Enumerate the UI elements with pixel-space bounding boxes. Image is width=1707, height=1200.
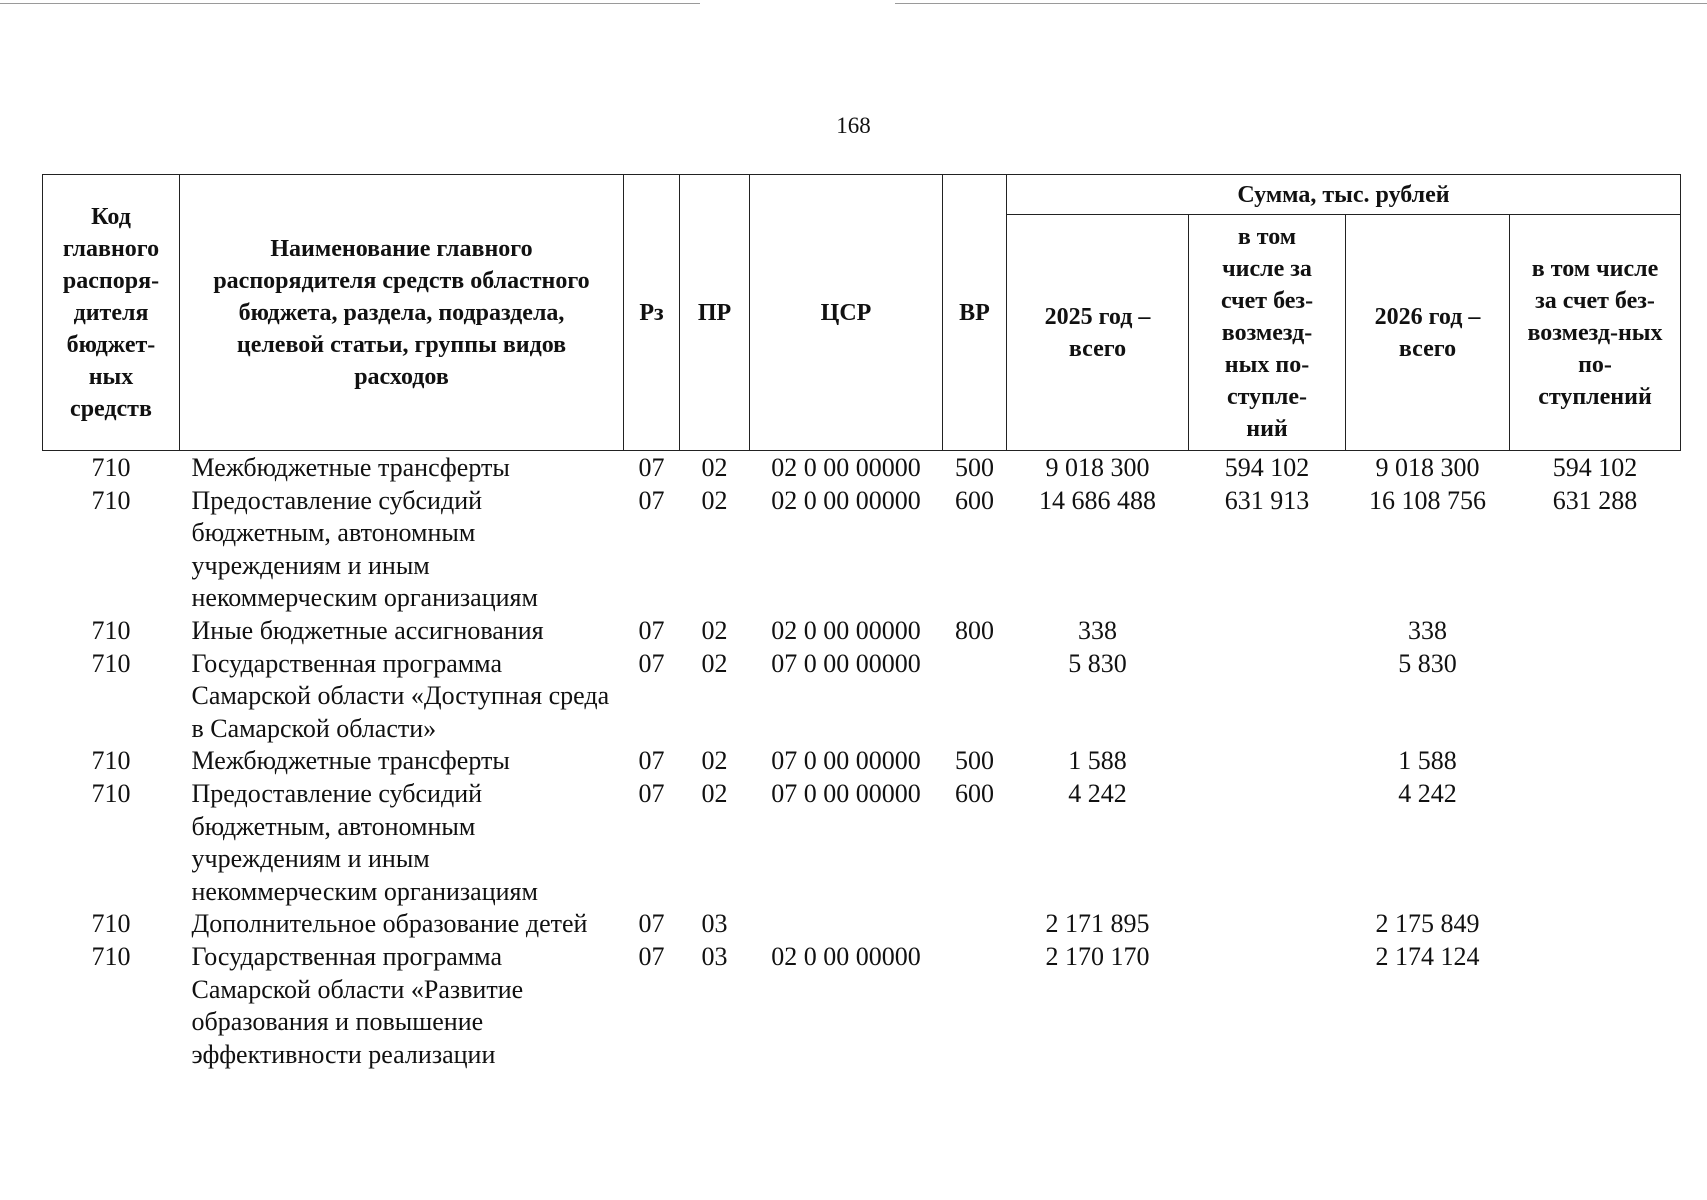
cell-code: 710 [91, 485, 131, 515]
cell-name: Межбюджетные трансферты [191, 746, 510, 776]
cell-name: Дополнительное образование детей [191, 909, 588, 939]
cell-2026-total: 16 108 756 [1369, 485, 1486, 515]
cell-code: 710 [91, 746, 131, 776]
header-code: Код главного распоря-дителя бюджет-ных средств [43, 175, 180, 451]
cell-pr: 02 [701, 778, 728, 808]
cell-2025-total: 2 171 895 [1045, 909, 1150, 939]
header-2025-total: 2025 год – всего [1007, 215, 1189, 451]
cell-csr: 07 0 00 00000 [771, 746, 921, 776]
cell-vr: 600 [955, 485, 994, 515]
cell-rz: 07 [638, 615, 665, 645]
cell-2025-grants: 631 913 [1224, 485, 1310, 515]
cell-csr: 07 0 00 00000 [771, 778, 921, 808]
table-row [43, 615, 1681, 648]
cell-rz: 07 [638, 778, 665, 808]
cell-pr: 03 [701, 941, 728, 971]
cell-2025-total: 14 686 488 [1039, 485, 1156, 515]
header-2026-total: 2026 год – всего [1346, 215, 1510, 451]
cell-2026-total: 9 018 300 [1375, 453, 1480, 482]
cell-2025-total: 5 830 [1068, 648, 1127, 678]
budget-table [42, 174, 1681, 1071]
header-csr: ЦСР [750, 175, 943, 451]
cell-2026-grants [1510, 941, 1681, 1071]
cell-code: 710 [91, 648, 131, 678]
table-row [43, 941, 1681, 1071]
header-pr: ПР [680, 175, 750, 451]
cell-2026-grants [1510, 745, 1681, 778]
cell-2026-grants [1510, 648, 1681, 746]
cell-code: 710 [91, 778, 131, 808]
header-name: Наименование главного распорядителя средств областного бюджета, раздела, подраздела, целевой статьи, группы видов расходов [180, 175, 624, 451]
cell-2026-total: 4 242 [1398, 778, 1457, 808]
table-row [43, 451, 1681, 485]
cell-rz: 07 [638, 941, 665, 971]
header-vr: ВР [943, 175, 1007, 451]
table-header [43, 175, 1681, 451]
table-body [43, 451, 1681, 1072]
header-2026-grants: в том числе за счет без-возмезд-ных по-ступлений [1510, 215, 1681, 451]
table-row [43, 648, 1681, 746]
cell-csr [750, 908, 943, 941]
cell-2025-grants [1189, 615, 1346, 648]
cell-pr: 02 [701, 485, 728, 515]
table-row [43, 745, 1681, 778]
cell-2026-grants: 631 288 [1552, 485, 1638, 515]
scan-edge-line-left [0, 3, 700, 4]
cell-csr: 07 0 00 00000 [771, 648, 921, 678]
cell-2025-grants [1189, 941, 1346, 1071]
cell-pr: 02 [701, 615, 728, 645]
cell-vr: 500 [955, 746, 994, 776]
cell-2025-grants [1189, 778, 1346, 908]
cell-rz: 07 [638, 648, 665, 678]
cell-code: 710 [91, 615, 131, 645]
cell-rz: 07 [638, 453, 665, 482]
cell-2025-total: 9 018 300 [1045, 453, 1150, 482]
cell-vr: 500 [955, 453, 994, 482]
cell-2025-grants [1189, 908, 1346, 941]
cell-vr: 800 [955, 615, 994, 645]
cell-2026-total: 2 175 849 [1375, 909, 1480, 939]
cell-2026-total: 338 [1408, 615, 1447, 645]
cell-rz: 07 [638, 746, 665, 776]
cell-pr: 02 [701, 746, 728, 776]
cell-name: Иные бюджетные ассигнования [191, 615, 544, 645]
cell-pr: 02 [701, 648, 728, 678]
cell-name: Государственная программа Самарской области «Доступная среда в Самарской области» [191, 648, 610, 743]
cell-code: 710 [91, 941, 131, 971]
cell-csr: 02 0 00 00000 [771, 485, 921, 515]
cell-2026-grants: 594 102 [1552, 453, 1638, 482]
cell-2026-grants [1510, 615, 1681, 648]
cell-csr: 02 0 00 00000 [771, 941, 921, 971]
cell-pr: 03 [701, 909, 728, 939]
cell-2025-grants: 594 102 [1224, 453, 1310, 482]
cell-rz: 07 [638, 485, 665, 515]
header-sum-group: Сумма, тыс. рублей [1007, 175, 1681, 215]
cell-vr [943, 941, 1007, 1071]
cell-2026-total: 1 588 [1398, 746, 1457, 776]
cell-2025-grants [1189, 745, 1346, 778]
header-2025-grants: в том числе за счет без-возмезд-ных по-ступле-ний [1189, 215, 1346, 451]
header-rz: Рз [624, 175, 680, 451]
cell-2026-total: 2 174 124 [1375, 941, 1480, 971]
scan-edge-line-right [895, 3, 1707, 4]
cell-vr [943, 908, 1007, 941]
cell-csr: 02 0 00 00000 [771, 453, 921, 482]
cell-name: Государственная программа Самарской области «Развитие образования и повышение эффективности реализации [191, 941, 524, 1069]
cell-rz: 07 [638, 909, 665, 939]
cell-2025-grants [1189, 648, 1346, 746]
cell-pr: 02 [701, 453, 728, 482]
cell-name: Предоставление субсидий бюджетным, автономным учреждениям и иным некоммерческим организациям [191, 485, 538, 613]
cell-name: Предоставление субсидий бюджетным, автономным учреждениям и иным некоммерческим организациям [191, 778, 538, 906]
cell-name: Межбюджетные трансферты [191, 453, 510, 482]
cell-2026-total: 5 830 [1398, 648, 1457, 678]
cell-2026-grants [1510, 908, 1681, 941]
cell-2026-grants [1510, 778, 1681, 908]
cell-code: 710 [91, 453, 131, 482]
cell-csr: 02 0 00 00000 [771, 615, 921, 645]
cell-2025-total: 1 588 [1068, 746, 1127, 776]
table-row [43, 485, 1681, 615]
table-row [43, 778, 1681, 908]
cell-vr: 600 [955, 778, 994, 808]
page-number: 168 [836, 113, 871, 138]
cell-2025-total: 338 [1078, 615, 1117, 645]
cell-vr [943, 648, 1007, 746]
cell-2025-total: 4 242 [1068, 778, 1127, 808]
cell-code: 710 [91, 909, 131, 939]
cell-2025-total: 2 170 170 [1045, 941, 1150, 971]
table-row [43, 908, 1681, 941]
